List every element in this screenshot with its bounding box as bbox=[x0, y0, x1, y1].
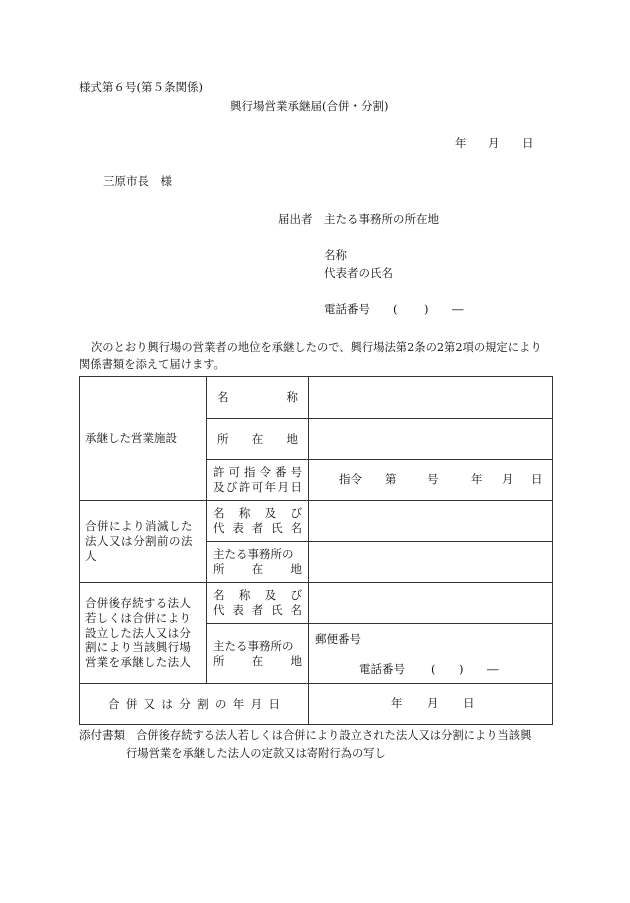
dissolved-name-row bbox=[80, 501, 553, 542]
applicant-phone-paren-open: ( bbox=[393, 302, 398, 316]
applicant-label: 届出者 bbox=[278, 212, 313, 226]
date-day-label: 日 bbox=[522, 136, 534, 150]
dissolved-office-value[interactable] bbox=[309, 542, 553, 583]
merger-date-row bbox=[80, 684, 553, 725]
successor-office-label: 主たる事務所の 所 在 地 bbox=[207, 624, 309, 684]
facility-name-value[interactable] bbox=[309, 377, 553, 419]
facility-permit-value[interactable] bbox=[309, 460, 553, 501]
applicant-name-label: 名称 bbox=[324, 248, 347, 262]
successor-name-row bbox=[80, 583, 553, 624]
postal-code-label: 郵便番号 bbox=[315, 632, 361, 646]
facility-location-label: 所 在 地 bbox=[207, 419, 309, 460]
successor-phone-paren-close: ) bbox=[459, 662, 464, 676]
successor-section-label: 合併後存続する法人若しくは合併により設立した法人又は分割により当該興行場営業を承継した法人 bbox=[80, 583, 207, 684]
body-line-2: 関係書類を添えて届けます。 bbox=[79, 358, 225, 371]
applicant-phone-dash: ― bbox=[452, 302, 464, 316]
permit-go-label: 号 bbox=[427, 472, 439, 486]
body-line-1: 次のとおり興行場の営業者の地位を承継したので、興行場法第2条の2第2項の規定により bbox=[91, 341, 542, 354]
dissolved-section-label: 合併により消滅した法人又は分割前の法人 bbox=[80, 501, 207, 583]
addressee: 三原市長 様 bbox=[103, 174, 172, 188]
facility-name-row bbox=[80, 377, 553, 419]
form-number: 様式第６号(第５条関係) bbox=[79, 80, 203, 94]
merger-date-label: 合 併 又 は 分 割 の 年 月 日 bbox=[80, 684, 309, 725]
permit-shirei-label: 指令 bbox=[339, 472, 362, 486]
permit-year-label: 年 bbox=[471, 472, 483, 486]
facility-section-label: 承継した営業施設 bbox=[80, 377, 207, 501]
succession-table bbox=[79, 376, 553, 725]
date-year-label: 年 bbox=[455, 136, 467, 150]
dissolved-name-value[interactable] bbox=[309, 501, 553, 542]
successor-phone-label: 電話番号 bbox=[359, 662, 405, 676]
date-month-label: 月 bbox=[488, 136, 500, 150]
attachments-line-1: 合併後存続する法人若しくは合併により設立された法人又は分割により当該興 bbox=[136, 729, 532, 742]
attachments-label: 添付書類 bbox=[79, 728, 125, 742]
successor-phone-dash: ― bbox=[487, 662, 499, 676]
successor-phone-paren-open: ( bbox=[431, 662, 436, 676]
successor-office-value[interactable] bbox=[309, 624, 553, 684]
attachments-line-2: 行場営業を承継した法人の定款又は寄附行為の写し bbox=[126, 747, 386, 760]
merger-day-label: 日 bbox=[463, 696, 475, 710]
merger-year-label: 年 bbox=[391, 696, 403, 710]
successor-name-label: 名 称 及 び 代 表 者 氏 名 bbox=[207, 583, 309, 624]
facility-name-label: 名 称 bbox=[207, 377, 309, 419]
applicant-address-label: 主たる事務所の所在地 bbox=[324, 212, 439, 226]
applicant-rep-label: 代表者の氏名 bbox=[324, 266, 393, 280]
facility-location-value[interactable] bbox=[309, 419, 553, 460]
applicant-phone-label: 電話番号 bbox=[324, 302, 370, 316]
form-title: 興行場営業承継届(合併・分割) bbox=[230, 99, 389, 113]
facility-permit-label: 許 可 指 令 番 号 及 び 許 可 年 月 日 bbox=[207, 460, 309, 501]
permit-month-label: 月 bbox=[502, 472, 514, 486]
permit-dai-label: 第 bbox=[385, 472, 397, 486]
successor-name-value[interactable] bbox=[309, 583, 553, 624]
merger-date-value[interactable] bbox=[309, 684, 553, 725]
merger-month-label: 月 bbox=[427, 696, 439, 710]
permit-day-label: 日 bbox=[531, 472, 543, 486]
applicant-phone-paren-close: ) bbox=[424, 302, 429, 316]
dissolved-office-label: 主たる事務所の 所 在 地 bbox=[207, 542, 309, 583]
dissolved-name-label: 名 称 及 び 代 表 者 氏 名 bbox=[207, 501, 309, 542]
